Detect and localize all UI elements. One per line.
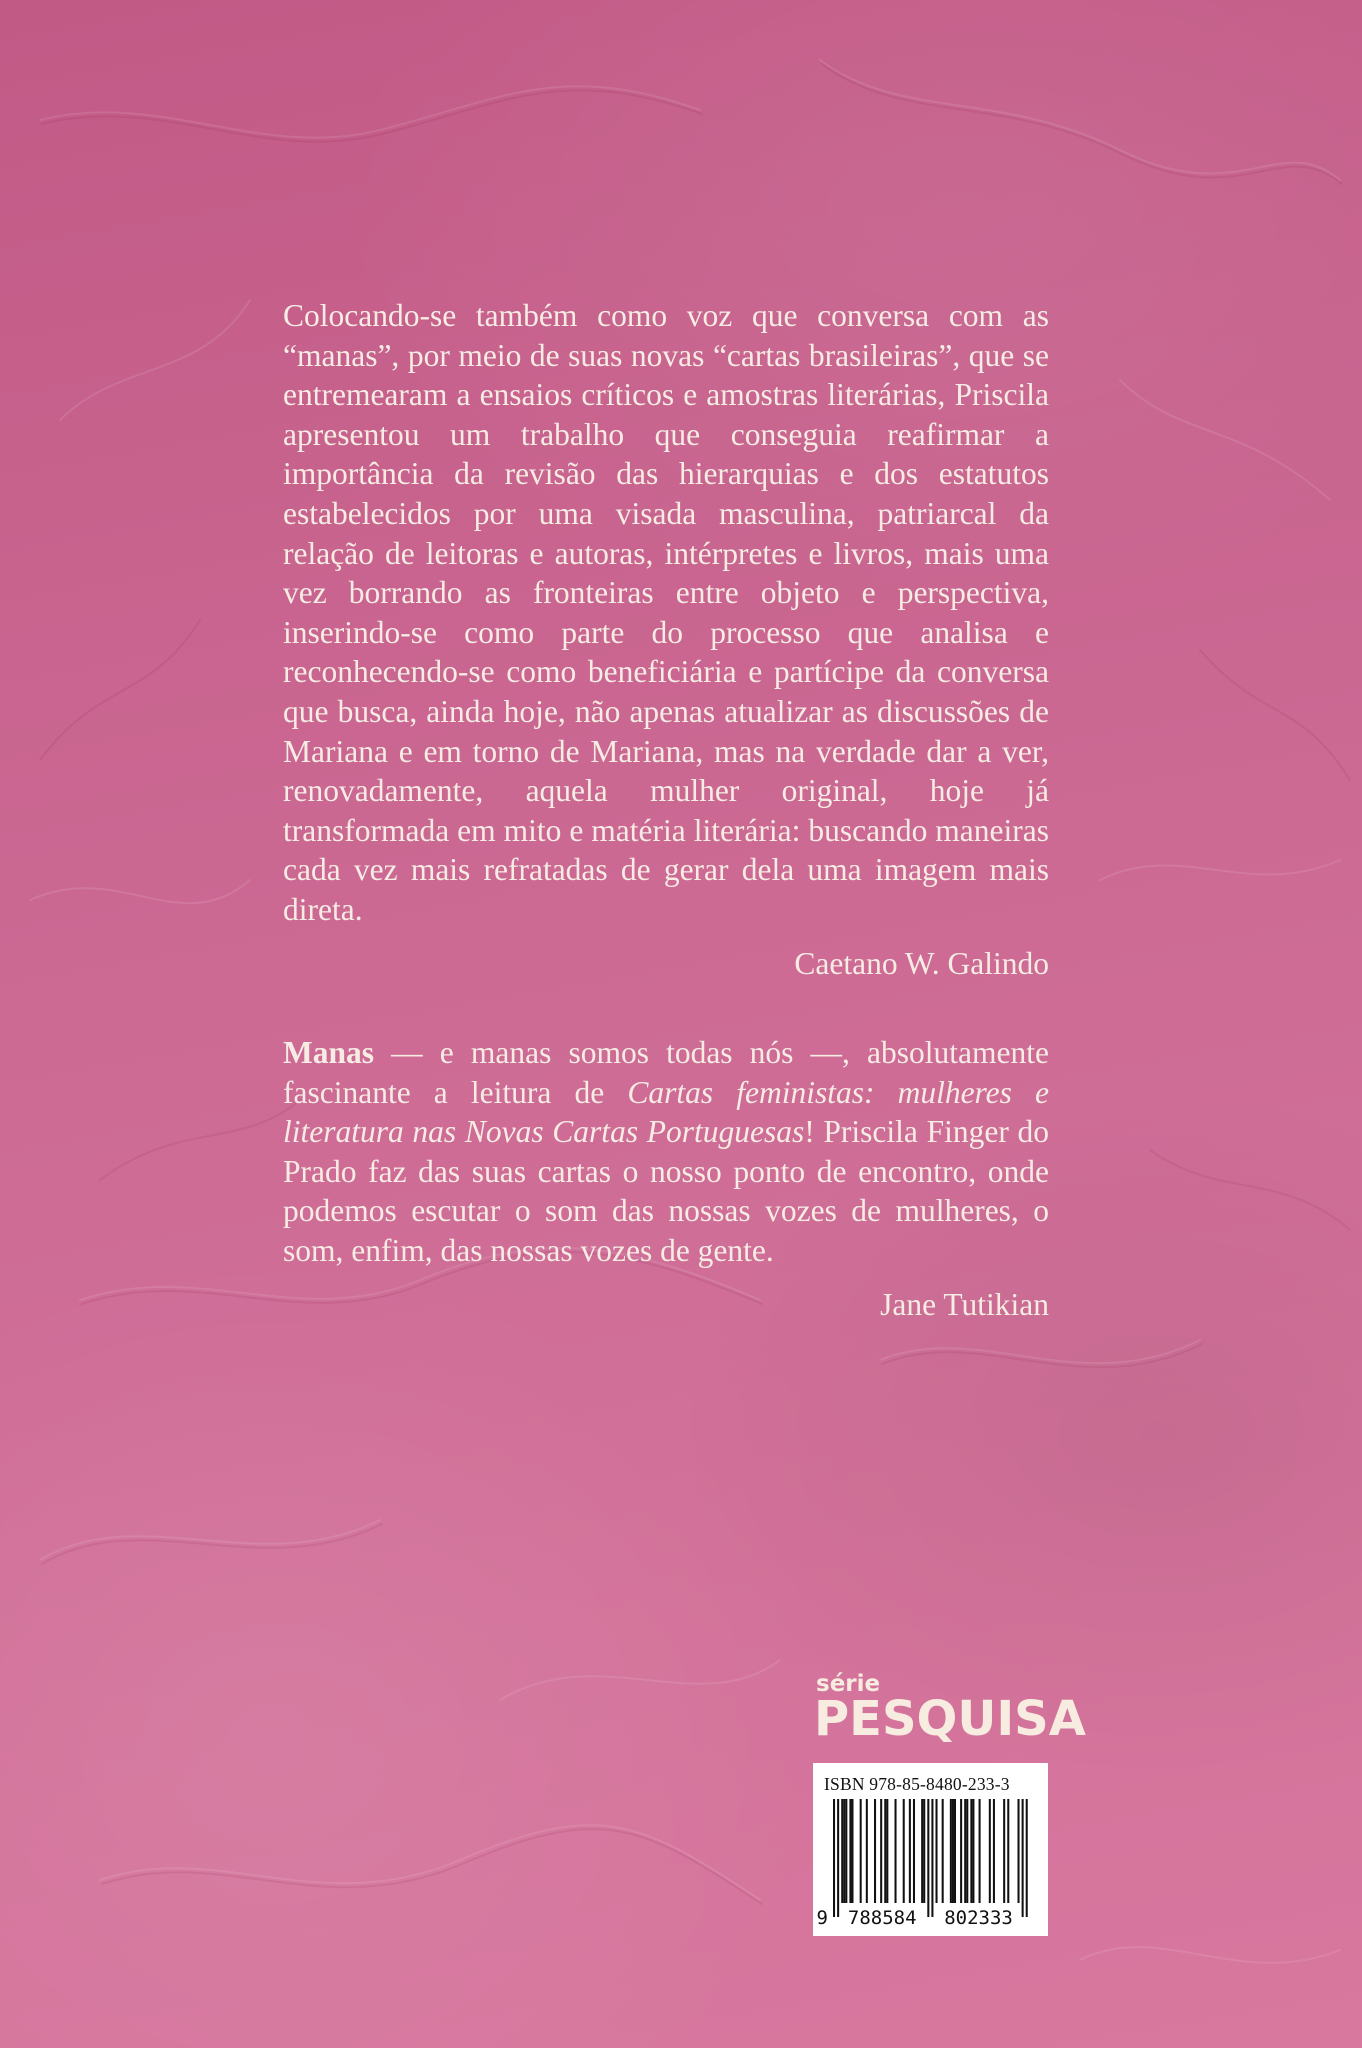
barcode-bar: [966, 1799, 968, 1903]
signature-galindo: Caetano W. Galindo: [794, 945, 1049, 981]
barcode-bar: [950, 1799, 952, 1903]
barcode-bar: [845, 1799, 847, 1903]
isbn-barcode: [813, 1763, 1048, 1936]
barcode-bar: [936, 1799, 938, 1903]
barcode-bar: [1022, 1799, 1024, 1917]
barcode-bar: [851, 1799, 853, 1903]
barcode-bar: [921, 1799, 923, 1903]
barcode-bar: [895, 1799, 897, 1903]
barcode-bar: [841, 1799, 843, 1903]
blurb-bold-lead: Manas: [283, 1035, 375, 1071]
barcode-bar: [874, 1799, 876, 1903]
blurb-text-after-title: ! Priscila Finger do Prado faz das suas cartas o nosso ponto de encontro, onde podemos escutar o som das nossas vozes de mulheres, o som, enfim, das nossas vozes de gente.: [283, 1114, 1049, 1269]
barcode-bar: [972, 1799, 974, 1903]
barcode-bar: [927, 1799, 929, 1917]
barcode-bar: [837, 1799, 839, 1917]
barcode-bar: [880, 1799, 882, 1903]
barcode-digits-right: 802333: [944, 1907, 1013, 1929]
barcode-bar: [1018, 1799, 1020, 1903]
isbn-label: ISBN 978-85-8480-233-3: [824, 1774, 1010, 1794]
barcode-bar: [960, 1799, 962, 1903]
barcode-bar: [1007, 1799, 1009, 1903]
barcode-bar: [913, 1799, 915, 1903]
barcode-bar: [942, 1799, 944, 1903]
blurb-galindo: Colocando-se também como voz que conversa com as “manas”, por meio de suas novas “cartas brasileiras”, que se entremearam a ensaios críticos e amostras literárias, Priscila apresentou um trabalho que conseguia reafirmar a importância da revisão das hierarquias e dos estatutos estabelecidos por uma visada masculina, patriarcal da relação de leitoras e autoras, intérpretes e livros, mais uma vez borrando as fronteiras entre objeto e perspectiva, inserindo-se como parte do processo que analisa e reconhecendo-se como beneficiária e partícipe da conversa que busca, ainda hoje, não apenas atualizar as discussões de Mariana e em torno de Mariana, mas na verdade dar a ver, renovadamente, aquela mulher original, hoje já transformada em mito e matéria literária: buscando maneiras cada vez mais refratadas de gerar dela uma imagem mais direta.: [283, 298, 1049, 927]
signature-tutikian: Jane Tutikian: [880, 1286, 1049, 1322]
barcode-digits-left: 788584: [847, 1907, 917, 1929]
barcode-bar: [903, 1799, 905, 1903]
barcode-bar: [909, 1799, 911, 1903]
barcode-bar: [952, 1799, 954, 1903]
barcode-bar: [1026, 1799, 1028, 1917]
barcode-bar: [860, 1799, 862, 1903]
barcode-bar: [833, 1799, 835, 1917]
barcode-bar: [989, 1799, 991, 1903]
blurb-tutikian: [283, 1033, 1049, 1271]
blurb-text-before-title: — e manas somos todas nós —, absolutamente fascinante a leitura de: [283, 1035, 1049, 1110]
barcode-bar: [886, 1799, 888, 1903]
barcode-graphic: [813, 1763, 1048, 1936]
series-logo: [814, 1671, 1086, 1747]
barcode-bar: [884, 1799, 886, 1903]
book-title: Cartas feministas: mulheres e literatura nas Novas Cartas Portuguesas: [283, 1074, 1049, 1150]
series-logo-big: PESQUISA: [814, 1691, 1086, 1747]
barcode-bar: [964, 1799, 966, 1903]
barcode-bar: [970, 1799, 972, 1903]
series-logo-small: série: [816, 1671, 881, 1697]
barcode-bar: [849, 1799, 851, 1903]
barcode-bar: [979, 1799, 981, 1903]
barcode-bar: [954, 1799, 956, 1903]
barcode-digit-first: 9: [816, 1907, 828, 1929]
barcode-bar: [923, 1799, 925, 1903]
back-cover-text: [283, 296, 1049, 1324]
barcode-bar: [866, 1799, 868, 1903]
barcode-bar: [993, 1799, 995, 1903]
barcode-bar: [843, 1799, 845, 1903]
barcode-bar: [1003, 1799, 1005, 1903]
barcode-bar: [931, 1799, 933, 1917]
